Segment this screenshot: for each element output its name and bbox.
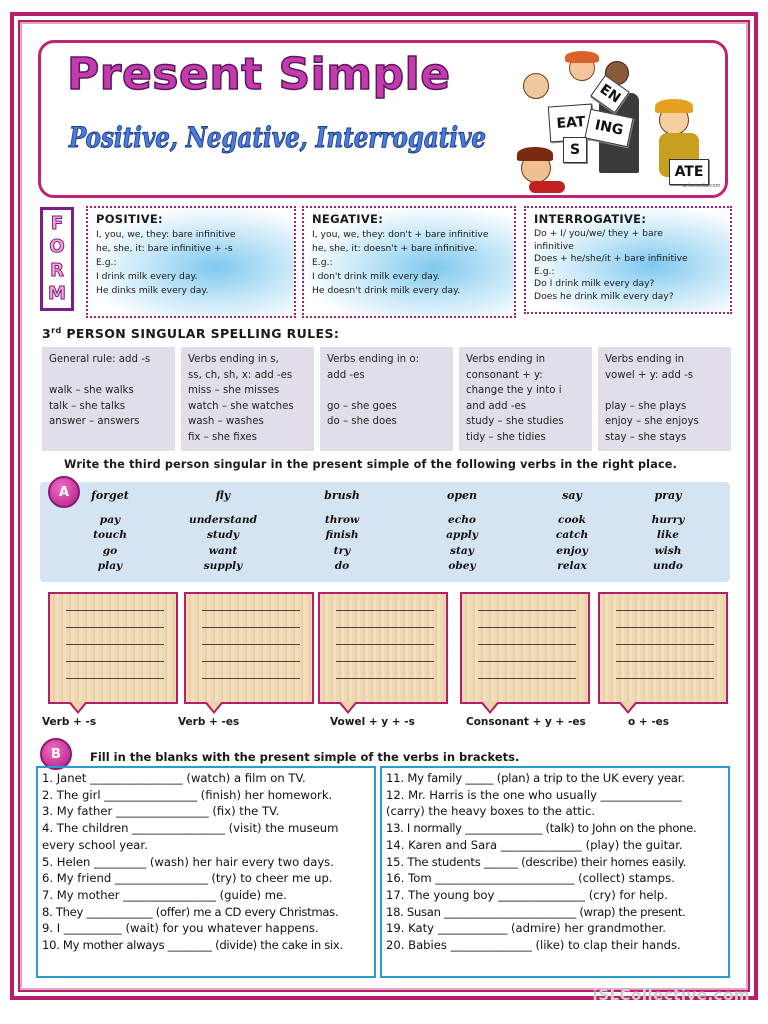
answer-box-o-es[interactable] bbox=[598, 592, 728, 704]
word-card-eat: EAT bbox=[548, 104, 594, 143]
exercise-a-instruction: Write the third person singular in the present simple of the following verbs in the right place. bbox=[64, 458, 678, 471]
verb-head: fly bbox=[215, 489, 231, 502]
exercise-b-right bbox=[380, 766, 730, 978]
form-line: Does he drink milk every day? bbox=[534, 290, 674, 302]
rule-line: answer – answers bbox=[49, 416, 140, 427]
verb-head: pray bbox=[654, 489, 682, 502]
word-card-ing: ING bbox=[584, 109, 633, 147]
form-line: I, you, we, they: don't + bare infinitive bbox=[312, 229, 489, 240]
verb-column bbox=[292, 488, 392, 575]
rule-line: ss, ch, sh, x: add -es bbox=[188, 369, 293, 381]
rule-line: Verbs ending in s, bbox=[188, 354, 279, 365]
verb-head: brush bbox=[324, 489, 360, 502]
verb: apply bbox=[446, 529, 478, 541]
verb: like bbox=[656, 529, 680, 541]
positive-box bbox=[86, 206, 296, 318]
verb: hurry bbox=[651, 513, 685, 526]
verb: study bbox=[206, 529, 240, 541]
exercise-item[interactable]: 15. The students ______ (describe) their homes easily. bbox=[386, 854, 687, 869]
word-card-ate: ATE bbox=[669, 159, 709, 185]
verb: wish bbox=[654, 544, 682, 557]
rule-line bbox=[605, 383, 724, 399]
interrogative-title: INTERROGATIVE: bbox=[534, 212, 647, 226]
exercise-item[interactable]: 10. My mother always ________ (divide) the cake in six. bbox=[42, 938, 343, 953]
rule-line: Verbs ending in bbox=[466, 354, 546, 365]
rule-line: do – she does bbox=[327, 416, 397, 427]
exercise-item[interactable]: 18. Susan ________________________ (wrap) the present. bbox=[386, 904, 686, 919]
negative-title: NEGATIVE: bbox=[312, 212, 384, 226]
form-line: Does + he/she/it + bare infinitive bbox=[534, 253, 688, 265]
form-line: E.g.: bbox=[312, 257, 333, 268]
children-illustration bbox=[509, 53, 719, 193]
spelling-rules-title bbox=[42, 326, 339, 341]
form-letter: M bbox=[48, 283, 66, 305]
header-panel bbox=[38, 40, 728, 198]
form-line: I don't drink milk every day. bbox=[312, 271, 440, 282]
rule-line: add -es bbox=[327, 369, 365, 381]
page-title: Present Simple bbox=[67, 49, 451, 100]
spelling-title-number: 3 bbox=[42, 326, 52, 342]
answer-box-consonant-y-es[interactable] bbox=[460, 592, 590, 704]
category-label: Verb + -es bbox=[178, 716, 240, 728]
rule-line: talk – she talks bbox=[49, 400, 126, 412]
rule-line: and add -es bbox=[466, 400, 527, 412]
positive-title: POSITIVE: bbox=[96, 212, 163, 226]
spelling-rule-box bbox=[459, 347, 592, 451]
rule-line: change the y into i bbox=[466, 385, 562, 396]
exercise-item[interactable]: 13. I normally ______________ (talk) to John on the phone. bbox=[386, 821, 697, 836]
rule-line: Verbs ending in o: bbox=[327, 354, 420, 365]
verb: try bbox=[333, 544, 351, 557]
exercise-item[interactable]: 7. My mother ________________ (guide) me. bbox=[42, 887, 287, 902]
spelling-rule-box bbox=[42, 347, 175, 451]
verb: play bbox=[97, 560, 123, 572]
exercise-item[interactable]: 12. Mr. Harris is the one who usually ______________ bbox=[386, 787, 682, 802]
rule-line: study – she studies bbox=[466, 416, 564, 427]
spelling-rule-box bbox=[598, 347, 731, 451]
verb-column bbox=[412, 488, 512, 575]
verb: enjoy bbox=[556, 544, 588, 557]
verb: do bbox=[334, 560, 350, 572]
rule-line: watch – she watches bbox=[188, 400, 294, 412]
category-label: Verb + -s bbox=[42, 716, 97, 728]
verb: throw bbox=[324, 513, 360, 526]
verb-column bbox=[522, 488, 622, 575]
exercise-item[interactable]: 4. The children ________________ (visit) the museum bbox=[42, 821, 339, 836]
verb: understand bbox=[189, 513, 257, 526]
form-line: I drink milk every day. bbox=[96, 271, 198, 282]
verb: catch bbox=[555, 529, 589, 541]
word-card-s: S bbox=[563, 137, 587, 163]
verb: go bbox=[102, 544, 118, 557]
rule-line: General rule: add -s bbox=[49, 354, 151, 365]
exercise-item[interactable]: 2. The girl ________________ (finish) her homework. bbox=[42, 787, 333, 802]
verb-bank bbox=[40, 482, 730, 582]
watermark: iSLCollective.com bbox=[592, 986, 750, 1004]
form-letter: O bbox=[49, 236, 65, 258]
form-line: He doesn't drink milk every day. bbox=[312, 285, 461, 296]
rule-line bbox=[49, 368, 168, 384]
word-card-en: EN bbox=[590, 75, 629, 114]
form-letter: F bbox=[50, 212, 64, 234]
form-line: Do + I/ you/we/ they + bare bbox=[534, 228, 663, 239]
exercise-item[interactable]: 16. Tom ________________________ (collect) stamps. bbox=[386, 871, 675, 886]
rule-line: wash – washes bbox=[188, 416, 264, 427]
exercise-item[interactable]: 5. Helen _________ (wash) her hair every two days. bbox=[42, 854, 334, 869]
rule-line: stay – she stays bbox=[605, 431, 687, 443]
rule-line: Verbs ending in bbox=[605, 354, 685, 365]
verb: stay bbox=[450, 544, 474, 557]
page-subtitle: Positive, Negative, Interrogative bbox=[69, 121, 487, 154]
exercise-item[interactable]: 14. Karen and Sara ______________ (play) the guitar. bbox=[386, 837, 683, 852]
form-line: Do I drink milk every day? bbox=[534, 278, 655, 290]
rule-line: vowel + y: add -s bbox=[605, 369, 694, 381]
verb: supply bbox=[203, 560, 243, 572]
category-label: o + -es bbox=[628, 716, 670, 728]
exercise-item[interactable]: 3. My father ________________ (fix) the TV. bbox=[42, 804, 280, 819]
form-label bbox=[40, 207, 74, 311]
answer-box-verb-es[interactable] bbox=[184, 592, 314, 704]
form-line: he, she, it: doesn't + bare infinitive. bbox=[312, 243, 478, 254]
verb: obey bbox=[448, 560, 476, 572]
exercise-item[interactable]: 17. The young boy _______________ (cry) for help. bbox=[386, 887, 668, 902]
exercise-item[interactable]: 11. My family _____ (plan) a trip to the UK every year. bbox=[386, 771, 685, 785]
rule-line: tidy – she tidies bbox=[466, 431, 546, 443]
form-line: He dinks milk every day. bbox=[96, 285, 209, 296]
form-line: infinitive bbox=[534, 240, 574, 252]
exercise-item[interactable]: 9. I __________ (wait) for you whatever happens. bbox=[42, 921, 319, 936]
exercise-b-instruction: Fill in the blanks with the present simple of the verbs in brackets. bbox=[90, 750, 520, 764]
answer-box-verb-s[interactable] bbox=[48, 592, 178, 704]
form-line: he, she, it: bare infinitive + -s bbox=[96, 243, 233, 254]
verb: cook bbox=[558, 513, 586, 526]
rule-line: miss – she misses bbox=[188, 385, 280, 396]
interrogative-box bbox=[524, 206, 732, 314]
rule-line: play – she plays bbox=[605, 400, 687, 412]
rule-line: go – she goes bbox=[327, 400, 397, 412]
exercise-item[interactable]: 6. My friend ________________ (try) to cheer me up. bbox=[42, 871, 333, 886]
form-line: I, you, we, they: bare infinitive bbox=[96, 229, 236, 240]
exercise-item[interactable]: 8. They ____________ (offer) me a CD every Christmas. bbox=[42, 904, 339, 919]
exercise-b-badge: B bbox=[40, 738, 72, 770]
verb: pay bbox=[99, 513, 121, 526]
form-letter: R bbox=[50, 259, 64, 281]
verb-column bbox=[618, 488, 718, 575]
exercise-item: every school year. bbox=[42, 837, 148, 852]
answer-box-vowel-y-s[interactable] bbox=[318, 592, 448, 704]
spelling-title-text: PERSON SINGULAR SPELLING RULES: bbox=[61, 326, 340, 342]
verb-head: open bbox=[446, 489, 478, 502]
verb: relax bbox=[557, 560, 587, 572]
rule-line: fix – she fixes bbox=[188, 431, 257, 443]
rule-line bbox=[327, 383, 446, 399]
negative-box bbox=[302, 206, 516, 318]
spelling-title-sup: rd bbox=[51, 326, 62, 335]
rule-line: walk – she walks bbox=[49, 385, 134, 396]
exercise-item[interactable]: 1. Janet ________________ (watch) a film on TV. bbox=[42, 771, 306, 785]
form-line: E.g.: bbox=[96, 257, 117, 268]
verb: touch bbox=[93, 529, 127, 541]
category-label: Consonant + y + -es bbox=[466, 716, 586, 728]
spelling-rule-box bbox=[320, 347, 453, 451]
category-label: Vowel + y + -s bbox=[330, 716, 415, 728]
exercise-b-left bbox=[36, 766, 376, 978]
verb: echo bbox=[448, 513, 476, 526]
verb: want bbox=[208, 544, 238, 557]
exercise-item[interactable]: 20. Babies ______________ (like) to clap their hands. bbox=[386, 938, 681, 953]
verb: finish bbox=[325, 529, 359, 541]
exercise-item: (carry) the heavy boxes to the attic. bbox=[386, 804, 596, 819]
verb: undo bbox=[653, 560, 683, 572]
illustration-credit: artsmedia.com bbox=[683, 183, 721, 189]
form-line: E.g.: bbox=[534, 265, 555, 277]
exercise-item[interactable]: 19. Katy ____________ (admire) her grandmother. bbox=[386, 921, 666, 936]
rule-line: consonant + y: bbox=[466, 369, 543, 381]
verb-head: say bbox=[562, 489, 582, 502]
verb-head: forget bbox=[91, 489, 129, 502]
exercise-a-badge: A bbox=[48, 476, 80, 508]
rule-line: enjoy – she enjoys bbox=[605, 416, 699, 427]
verb-column bbox=[173, 488, 273, 575]
spelling-rule-box bbox=[181, 347, 314, 451]
